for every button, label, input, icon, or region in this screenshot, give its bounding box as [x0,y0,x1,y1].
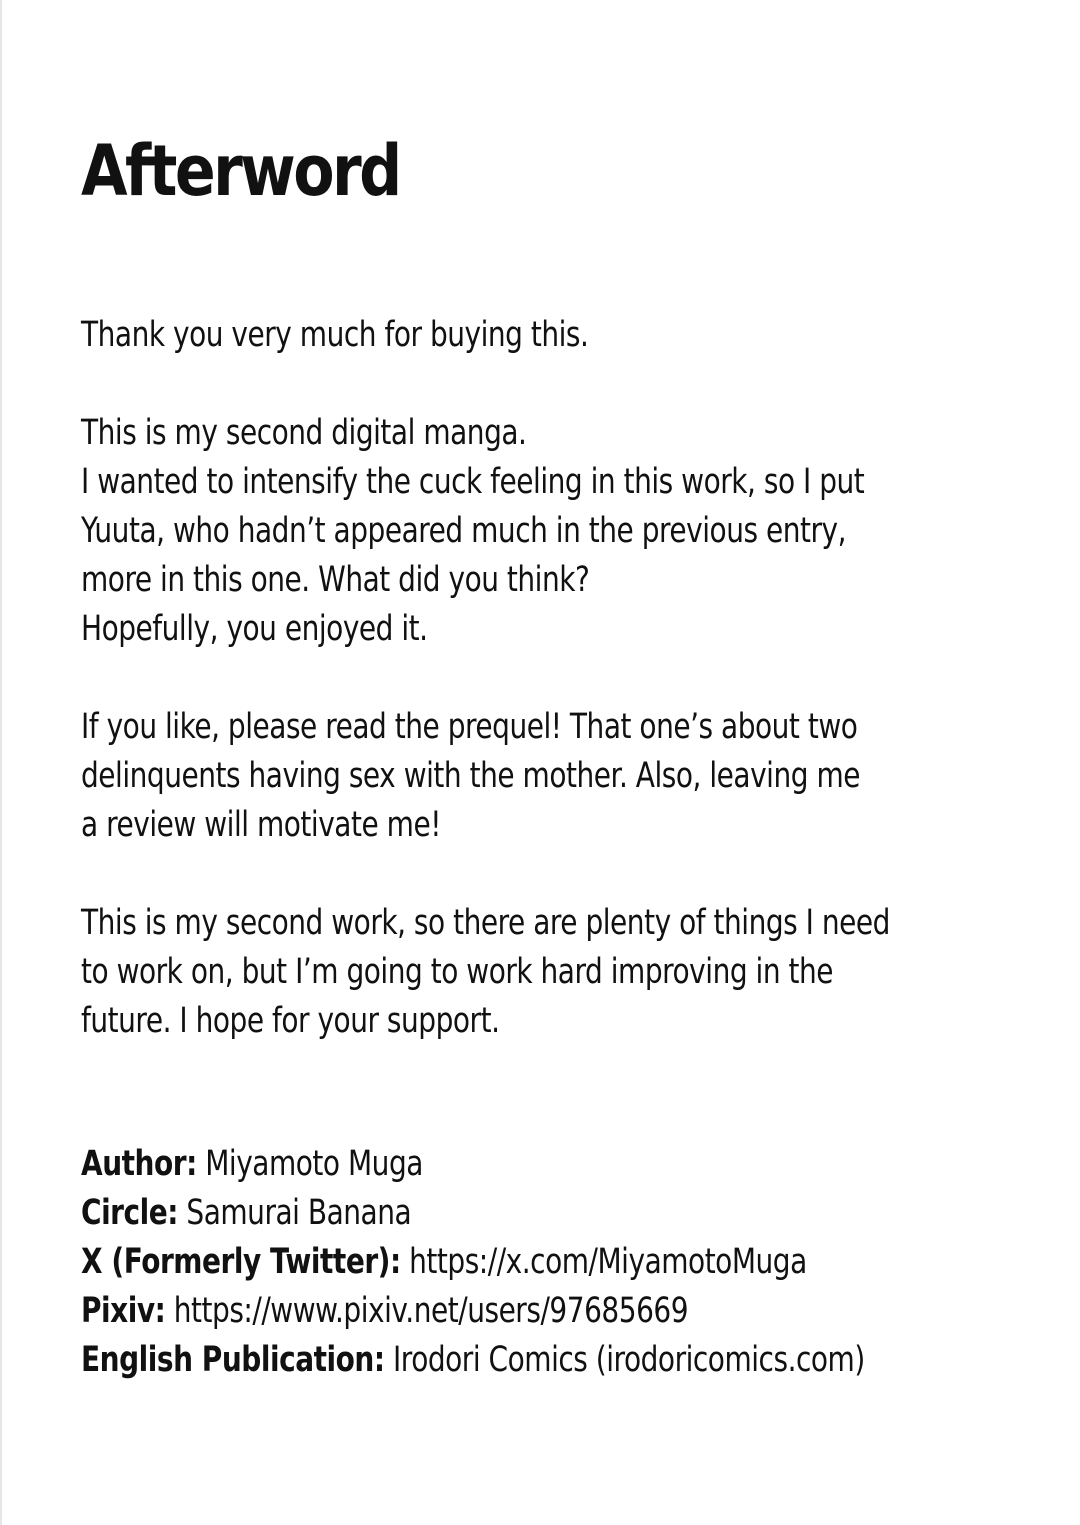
text-line: a review will motivate me! [81,805,441,845]
credits-list [81,1140,1001,1385]
page-title: Afterword [81,130,400,212]
text-line: more in this one. What did you think? [81,560,590,600]
text-line: to work on, but I’m going to work hard improving in the [81,952,834,992]
credit-author [81,1140,1001,1189]
text-line: delinquents having sex with the mother. Also, leaving me [81,756,860,796]
paragraph-support [81,899,969,1046]
credit-value: https://x.com/MiyamotoMuga [400,1242,807,1282]
credit-label: Circle: [81,1193,178,1233]
text-line: Yuuta, who hadn’t appeared much in the previous entry, [81,511,847,551]
credit-pixiv [81,1287,1001,1336]
text-line: This is my second digital manga. [81,413,527,453]
credit-x-twitter [81,1238,1001,1287]
credit-value: Samurai Banana [177,1193,412,1233]
paragraph-thanks [81,311,969,360]
credit-label: Pixiv: [81,1291,166,1331]
text-line: Hopefully, you enjoyed it. [81,609,428,649]
credit-value: Irodori Comics (irodoricomics.com) [384,1340,865,1380]
credit-label: English Publication: [81,1340,385,1380]
text-line: I wanted to intensify the cuck feeling in this work, so I put [81,462,865,502]
credit-label: X (Formerly Twitter): [81,1242,401,1282]
text-line: This is my second work, so there are plenty of things I need [81,903,890,943]
credit-value: https://www.pixiv.net/users/97685669 [165,1291,689,1331]
credit-circle [81,1189,1001,1238]
credit-english-publication [81,1336,1001,1385]
credit-value: Miyamoto Muga [196,1144,423,1184]
paragraph-prequel [81,703,969,850]
credit-label: Author: [81,1144,197,1184]
text-line: future. I hope for your support. [81,1001,500,1041]
text-line: If you like, please read the prequel! That one’s about two [81,707,858,747]
afterword-body [81,311,969,1095]
paragraph-second-manga [81,409,969,654]
text-line: Thank you very much for buying this. [81,315,589,355]
